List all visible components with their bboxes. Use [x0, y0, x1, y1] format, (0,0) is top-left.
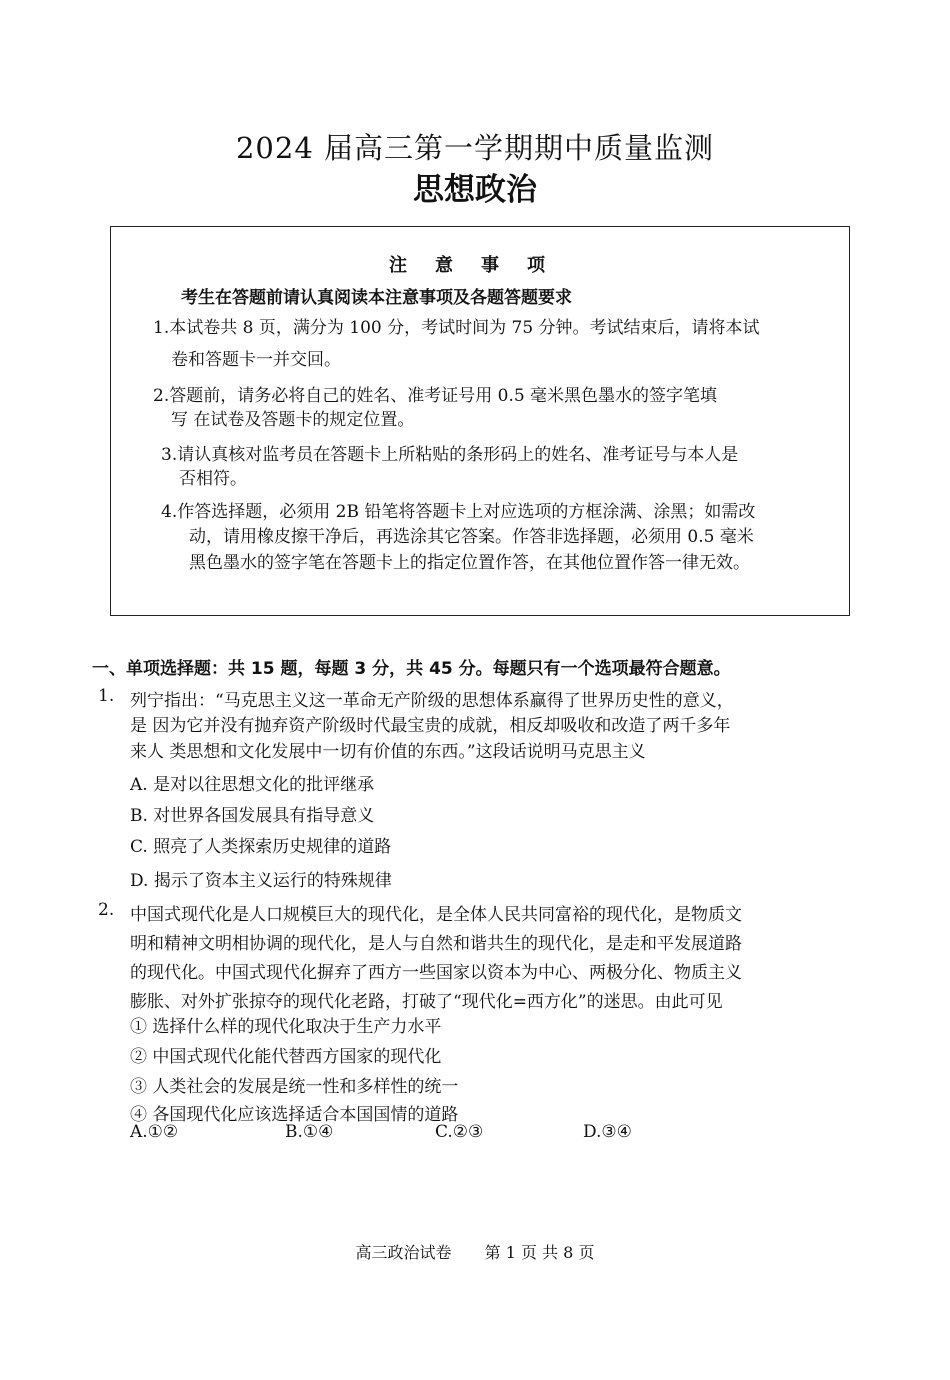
question-2-statement-2: ② 中国式现代化能代替西方国家的现代化: [130, 1047, 442, 1067]
question-2-option-d[interactable]: D.③④: [583, 1122, 632, 1142]
question-2-number: 2.: [98, 900, 115, 920]
footer-paper-name: 高三政治试卷: [355, 1243, 452, 1262]
question-2-line-3: 的现代化。中国式现代化摒弃了西方一些国家以资本为中心、两极分化、物质主义: [130, 963, 742, 983]
question-1-line-3: 来人 类思想和文化发展中一切有价值的东西。”这段话说明马克思主义: [130, 742, 646, 762]
section-title: 一、单项选择题：共 15 题，每题 3 分，共 45 分。每题只有一个选项最符合题意。: [92, 659, 731, 679]
question-1-line-1: 列宁指出：“马克思主义这一革命无产阶级的思想体系赢得了世界历史性的意义，: [130, 691, 734, 711]
notice-item-4-line-3: 黑色墨水的签字笔在答题卡上的指定位置作答，在其他位置作答一律无效。: [189, 553, 750, 573]
question-1-option-d[interactable]: D. 揭示了资本主义运行的特殊规律: [130, 871, 392, 891]
question-2-line-4: 膨胀、对外扩张掠夺的现代化老路，打破了“现代化=西方化”的迷思。由此可见: [130, 992, 723, 1012]
question-2-statement-4: ④ 各国现代化应该选择适合本国国情的道路: [130, 1105, 459, 1125]
question-2-line-1: 中国式现代化是人口规模巨大的现代化，是全体人民共同富裕的现代化，是物质文: [130, 905, 742, 925]
question-1-option-b[interactable]: B. 对世界各国发展具有指导意义: [130, 806, 375, 826]
notice-item-2-line-1: 2.答题前，请务必将自己的姓名、准考证号用 0.5 毫米黑色墨水的签字笔填: [153, 386, 718, 406]
notice-item-4-line-1: 4.作答选择题，必须用 2B 铅笔将答题卡上对应选项的方框涂满、涂黑；如需改: [161, 502, 756, 522]
notice-heading: 注意事项: [389, 255, 573, 276]
question-2-statement-3: ③ 人类社会的发展是统一性和多样性的统一: [130, 1077, 459, 1097]
footer-page-number: 第 1 页 共 8 页: [484, 1243, 595, 1262]
question-2-option-a[interactable]: A.①②: [130, 1122, 179, 1142]
question-2-statement-1: ① 选择什么样的现代化取决于生产力水平: [130, 1017, 442, 1037]
subject-title: 思想政治: [413, 172, 537, 208]
question-2-line-2: 明和精神文明相协调的现代化，是人与自然和谐共生的现代化，是走和平发展道路: [130, 934, 742, 954]
notice-item-2-line-2: 写 在试卷及答题卡的规定位置。: [171, 410, 415, 430]
notice-item-1-line-2: 卷和答题卡一并交回。: [171, 350, 341, 370]
page-footer: [0, 1240, 950, 1263]
question-1-option-c[interactable]: C. 照亮了人类探索历史规律的道路: [130, 837, 392, 857]
question-1-line-2: 是 因为它并没有抛弃资产阶级时代最宝贵的成就，相反却吸收和改造了两千多年: [130, 716, 731, 736]
question-1-option-a[interactable]: A. 是对以往思想文化的批评继承: [130, 775, 375, 795]
question-2-option-b[interactable]: B.①④: [285, 1122, 334, 1142]
question-1-number: 1.: [98, 686, 115, 706]
notice-item-1-line-1: 1.本试卷共 8 页，满分为 100 分，考试时间为 75 分钟。考试结束后，请将本试: [153, 318, 760, 338]
notice-box: [110, 226, 850, 616]
exam-title: 2024 届高三第一学期期中质量监测: [235, 131, 715, 165]
question-2-option-c[interactable]: C.②③: [435, 1122, 484, 1142]
notice-item-3-line-2: 否相符。: [179, 469, 247, 489]
notice-item-4-line-2: 动，请用橡皮擦干净后，再选涂其它答案。作答非选择题，必须用 0.5 毫米: [189, 527, 754, 547]
notice-subheading: 考生在答题前请认真阅读本注意事项及各题答题要求: [181, 288, 572, 308]
notice-item-3-line-1: 3.请认真核对监考员在答题卡上所粘贴的条形码上的姓名、准考证号与本人是: [161, 445, 739, 465]
